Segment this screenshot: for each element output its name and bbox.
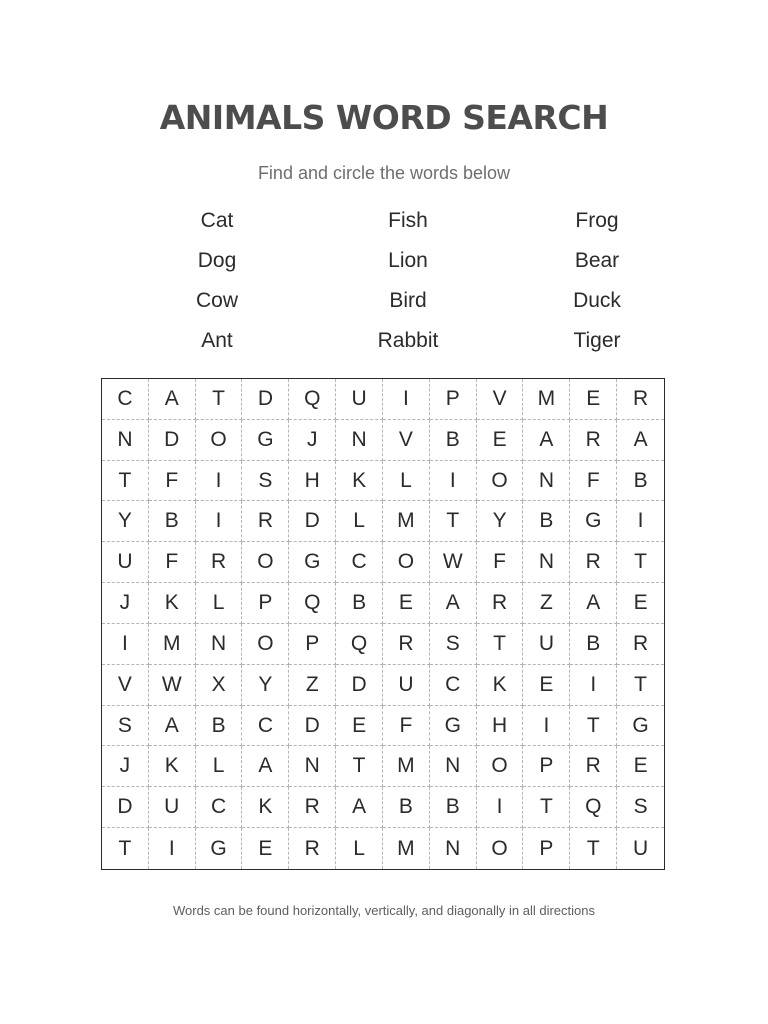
grid-cell: B (196, 706, 243, 747)
grid-cell: R (617, 379, 664, 420)
grid-cell: L (336, 501, 383, 542)
word-cow: Cow (195, 289, 238, 312)
grid-cell: P (289, 624, 336, 665)
grid-cell: F (570, 461, 617, 502)
word-dog: Dog (197, 249, 237, 272)
grid-cell: B (617, 461, 664, 502)
grid-cell: I (430, 461, 477, 502)
grid-cell: T (570, 828, 617, 869)
grid-cell: I (196, 461, 243, 502)
grid-cell: E (477, 420, 524, 461)
grid-cell: B (570, 624, 617, 665)
footer-note: Words can be found horizontally, vertically, and diagonally in all directions (172, 903, 595, 918)
grid-cell: N (523, 461, 570, 502)
word-rabbit: Rabbit (377, 329, 439, 352)
grid-cell: S (617, 787, 664, 828)
grid-cell: Z (289, 665, 336, 706)
grid-cell: S (242, 461, 289, 502)
grid-cell: N (102, 420, 149, 461)
grid-cell: X (196, 665, 243, 706)
grid-cell: Q (289, 583, 336, 624)
grid-cell: R (570, 746, 617, 787)
grid-cell: B (523, 501, 570, 542)
grid-cell: D (336, 665, 383, 706)
grid-cell: H (477, 706, 524, 747)
grid-cell: O (477, 461, 524, 502)
grid-cell: Q (570, 787, 617, 828)
grid-cell: T (196, 379, 243, 420)
grid-cell: I (383, 379, 430, 420)
grid-cell: I (523, 706, 570, 747)
grid-cell: O (242, 624, 289, 665)
grid-cell: E (617, 583, 664, 624)
grid-cell: T (102, 461, 149, 502)
grid-cell: R (196, 542, 243, 583)
grid-cell: B (383, 787, 430, 828)
grid-cell: D (102, 787, 149, 828)
grid-cell: D (149, 420, 196, 461)
word-frog: Frog (575, 209, 619, 232)
grid-cell: A (570, 583, 617, 624)
word-lion: Lion (388, 249, 428, 272)
grid-cell: Y (242, 665, 289, 706)
grid-cell: K (242, 787, 289, 828)
grid-cell: Y (102, 501, 149, 542)
grid-cell: O (383, 542, 430, 583)
grid-cell: H (289, 461, 336, 502)
grid-cell: G (196, 828, 243, 869)
grid-cell: G (617, 706, 664, 747)
grid-cell: B (149, 501, 196, 542)
grid-cell: G (289, 542, 336, 583)
grid-cell: R (242, 501, 289, 542)
letter-grid (101, 378, 665, 870)
grid-cell: T (477, 624, 524, 665)
grid-cell: R (477, 583, 524, 624)
grid-cell: C (102, 379, 149, 420)
grid-cell: S (430, 624, 477, 665)
grid-cell: E (523, 665, 570, 706)
grid-cell: N (289, 746, 336, 787)
grid-cell: U (102, 542, 149, 583)
grid-cell: M (383, 501, 430, 542)
page-title: ANIMALS WORD SEARCH (159, 98, 609, 137)
grid-cell: N (196, 624, 243, 665)
grid-cell: G (430, 706, 477, 747)
grid-cell: N (336, 420, 383, 461)
grid-cell: N (430, 828, 477, 869)
grid-cell: Q (289, 379, 336, 420)
grid-cell: I (570, 665, 617, 706)
grid-cell: R (570, 420, 617, 461)
grid-cell: V (383, 420, 430, 461)
grid-cell: R (289, 828, 336, 869)
grid-cell: L (336, 828, 383, 869)
grid-cell: R (383, 624, 430, 665)
grid-cell: F (149, 542, 196, 583)
grid-cell: T (430, 501, 477, 542)
grid-cell: E (242, 828, 289, 869)
grid-cell: J (102, 583, 149, 624)
grid-cell: M (383, 828, 430, 869)
grid-cell: Z (523, 583, 570, 624)
grid-cell: E (336, 706, 383, 747)
grid-cell: R (570, 542, 617, 583)
grid-cell: J (102, 746, 149, 787)
grid-cell: B (336, 583, 383, 624)
instructions-subtitle: Find and circle the words below (257, 163, 511, 183)
grid-cell: T (102, 828, 149, 869)
word-bear: Bear (574, 249, 620, 272)
grid-cell: C (336, 542, 383, 583)
grid-cell: E (383, 583, 430, 624)
grid-cell: B (430, 420, 477, 461)
grid-cell: F (149, 461, 196, 502)
grid-cell: O (477, 746, 524, 787)
grid-cell: I (477, 787, 524, 828)
grid-cell: C (430, 665, 477, 706)
word-tiger: Tiger (573, 329, 621, 352)
word-ant: Ant (201, 329, 233, 352)
grid-cell: N (523, 542, 570, 583)
grid-cell: A (430, 583, 477, 624)
grid-cell: K (336, 461, 383, 502)
grid-cell: I (149, 828, 196, 869)
grid-cell: I (196, 501, 243, 542)
grid-cell: D (242, 379, 289, 420)
grid-cell: M (523, 379, 570, 420)
grid-cell: D (289, 501, 336, 542)
grid-cell: C (242, 706, 289, 747)
grid-cell: O (477, 828, 524, 869)
word-duck: Duck (573, 289, 621, 312)
grid-cell: A (523, 420, 570, 461)
grid-cell: M (149, 624, 196, 665)
grid-cell: T (523, 787, 570, 828)
grid-cell: P (430, 379, 477, 420)
grid-cell: L (196, 746, 243, 787)
grid-cell: C (196, 787, 243, 828)
grid-cell: K (149, 746, 196, 787)
grid-cell: B (430, 787, 477, 828)
grid-cell: J (289, 420, 336, 461)
grid-cell: P (242, 583, 289, 624)
grid-cell: A (336, 787, 383, 828)
grid-cell: T (617, 542, 664, 583)
grid-cell: R (289, 787, 336, 828)
grid-cell: T (617, 665, 664, 706)
grid-cell: F (383, 706, 430, 747)
grid-cell: O (196, 420, 243, 461)
grid-cell: Y (477, 501, 524, 542)
grid-cell: T (570, 706, 617, 747)
grid-cell: U (632, 836, 649, 860)
grid-cell: L (383, 461, 430, 502)
word-bird: Bird (389, 289, 427, 312)
grid-cell: A (242, 746, 289, 787)
grid-cell: V (102, 665, 149, 706)
grid-cell: I (617, 501, 664, 542)
grid-cell: A (617, 420, 664, 461)
grid-cell: U (383, 665, 430, 706)
grid-cell: R (617, 624, 664, 665)
grid-cell: G (570, 501, 617, 542)
grid-cell: A (149, 379, 196, 420)
grid-cell: F (477, 542, 524, 583)
grid-cell: E (617, 746, 664, 787)
grid-cell: U (523, 624, 570, 665)
grid-cell: Q (336, 624, 383, 665)
grid-cell: S (102, 706, 149, 747)
word-list (0, 0, 768, 360)
grid-cell: M (383, 746, 430, 787)
grid-cell: K (149, 583, 196, 624)
grid-cell: U (336, 379, 383, 420)
grid-cell: P (523, 746, 570, 787)
grid-cell: P (523, 828, 570, 869)
grid-cell: L (196, 583, 243, 624)
grid-cell: G (242, 420, 289, 461)
grid-cell: W (430, 542, 477, 583)
word-cat: Cat (200, 209, 234, 232)
grid-cell: T (336, 746, 383, 787)
grid-cell: E (570, 379, 617, 420)
word-fish: Fish (388, 209, 428, 232)
grid-cell: O (242, 542, 289, 583)
grid-cell: U (149, 787, 196, 828)
grid-cell: D (289, 706, 336, 747)
grid-cell: I (102, 624, 149, 665)
grid-cell: N (430, 746, 477, 787)
grid-cell: A (149, 706, 196, 747)
grid-cell: W (149, 665, 196, 706)
grid-cell: V (477, 379, 524, 420)
grid-cell: K (477, 665, 524, 706)
